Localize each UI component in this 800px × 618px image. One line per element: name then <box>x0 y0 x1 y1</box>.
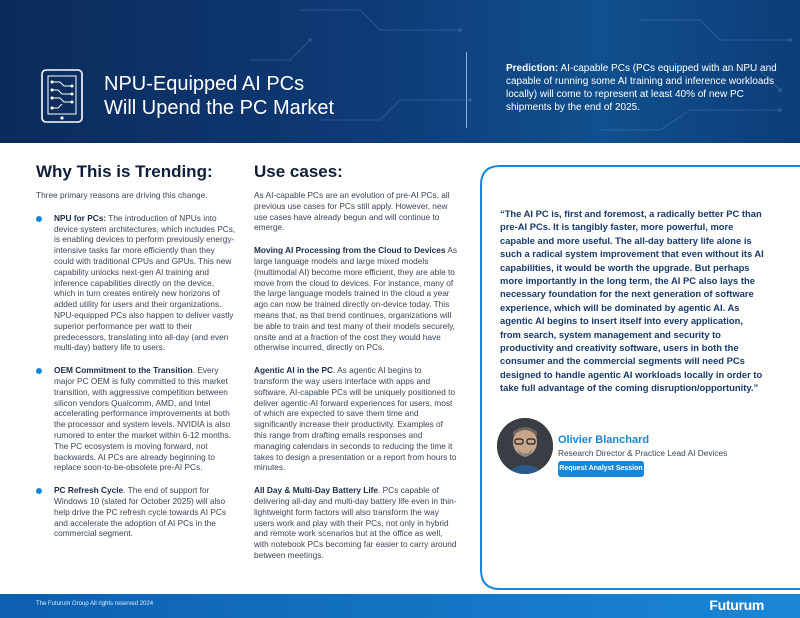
ai-chip-phone-icon <box>38 68 86 124</box>
trending-item-text: . Every major PC OEM is fully committed to this market transition, with aggressive competition between silicon vendors Qualcomm, AMD, and Intel accelerating performance improvements at both the processor and system levels. NVIDIA is also rumored to enter the market within 6-12 months. The PC ecosystem is moving forward, not backwards. AI PCs are already beginning to replace soon-to-be-obsolete pre-AI PCs. <box>54 365 232 473</box>
usecase-title: Agentic AI in the PC <box>254 365 333 376</box>
analyst-role: Research Director & Practice Lead AI Devices <box>558 448 728 458</box>
person-portrait-icon <box>497 418 553 474</box>
analyst-avatar <box>497 418 553 474</box>
trending-heading: Why This is Trending: <box>36 162 213 181</box>
copyright-text: The Futurum Group All rights reserved 2024 <box>36 601 154 607</box>
futurum-logo: Futurum <box>709 597 764 613</box>
usecase-title: Moving AI Processing from the Cloud to Devices <box>254 245 446 256</box>
footer-bar <box>0 594 800 618</box>
title-line-1: NPU-Equipped AI PCs <box>104 73 305 95</box>
request-analyst-session-button[interactable]: Request Analyst Session <box>558 461 644 477</box>
page-title <box>104 72 334 120</box>
header-divider <box>466 52 467 128</box>
header-banner <box>0 0 800 143</box>
usecases-column <box>254 162 458 573</box>
trending-item-title: OEM Commitment to the Transition <box>54 365 193 376</box>
trending-column <box>36 162 236 551</box>
usecase-title: All Day & Multi-Day Battery Life <box>254 485 379 496</box>
usecase-text: . PCs capable of delivering all-day and multi-day battery life even in thin-lightweight form factors will also transform the way users work and play with their PCs, not only in hybrid and remote work scenarios but at the office as well, with notebook PCs becoming far easier to carry around between meetings. <box>254 485 457 560</box>
usecases-heading: Use cases: <box>254 162 343 181</box>
bullet-dot-icon <box>36 216 42 222</box>
analyst-name: Olivier Blanchard <box>558 434 650 446</box>
usecase-agentic-ai <box>254 365 458 473</box>
trending-item-oem <box>36 365 236 473</box>
trending-intro: Three primary reasons are driving this change. <box>36 190 208 200</box>
title-line-2: Will Upend the PC Market <box>104 97 335 119</box>
trending-item-title: NPU for PCs: <box>54 212 107 223</box>
bullet-dot-icon <box>36 488 42 494</box>
trending-item-text: . The end of support for Windows 10 (slated for October 2025) will also help drive the PC refresh cycle towards AI PCs and accelerate the adoption of AI PCs in the commercial segment. <box>54 485 227 539</box>
prediction-statement <box>506 62 778 114</box>
usecases-intro: As AI-capable PCs are an evolution of pre-AI PCs, all previous use cases for PCs still apply. However, new use cases have already begun and will continue to emerge. <box>254 190 450 233</box>
usecase-cloud-to-devices <box>254 245 458 353</box>
prediction-label: Prediction: <box>506 63 559 74</box>
usecase-battery-life <box>254 485 458 561</box>
trending-item-refresh <box>36 485 236 539</box>
trending-item-npu <box>36 213 236 353</box>
analyst-quote: “The AI PC is, first and foremost, a radically better PC than pre-AI PCs. It is tangibly faster, more powerful, more capable and more useful. The all-day battery life alone is such a radical system improvement that even without its AI capabilities, it would be worth the upgrade. But perhaps more importantly in the long term, the AI PC also lays the necessary foundation for the next generation of software experience, which will be dominated by agentic AI. As agentic AI begins to insert itself into every application, from search, system management and security to productivity and creativity software, users in both the consumer and the commercial segments will need PCs designed to handle agentic AI workloads locally in order to take full advantage of the coming disruption/opportunity.” <box>500 208 764 394</box>
trending-item-title: PC Refresh Cycle <box>54 485 124 496</box>
trending-item-text: The introduction of NPUs into device system architectures, which includes PCs, is enabling devices to perform previously energy-intensive tasks far more efficiently than they could with traditional CPUs and GPUs. This new capability unlocks next-gen AI training and inference capabilities directly on the device, which in turn creates entirely new horizons of added utility for users and their organizations. NPU-equipped PCs also happen to deliver vastly superior performance per watt to their predecessors, translating into all-day (and even multi-day) battery life to users. <box>54 212 236 353</box>
prediction-text: AI-capable PCs (PCs equipped with an NPU and capable of running some AI training and inference workloads locally) will come to represent at least 40% of new PC shipments by the end of 2025. <box>506 63 777 113</box>
trending-list <box>36 213 236 539</box>
usecase-text: As large language models and large mixed models (multimodal AI) become more efficient, they are able to move from the cloud to devices. For instance, many of the large language models trained in the cloud a year ago can now be trained directly on-device today. This means that, as that trend continues, organizations will be able to train and test many of their models securely, onsite and at a fraction of the cost they would have otherwise incurred, directly on PCs. <box>254 245 458 353</box>
bullet-dot-icon <box>36 368 42 374</box>
usecase-text: . As agentic AI begins to transform the way users interface with apps and software, AI-capable PCs will be uniquely positioned to deliver agentic-AI forward experiences for users, most of which are expected to save them time and significantly increase their productivity. Examples of this range from drafting emails responses and managing calendars in seconds to reducing the time it takes to design a presentation or a report from hours to minutes. <box>254 365 457 473</box>
